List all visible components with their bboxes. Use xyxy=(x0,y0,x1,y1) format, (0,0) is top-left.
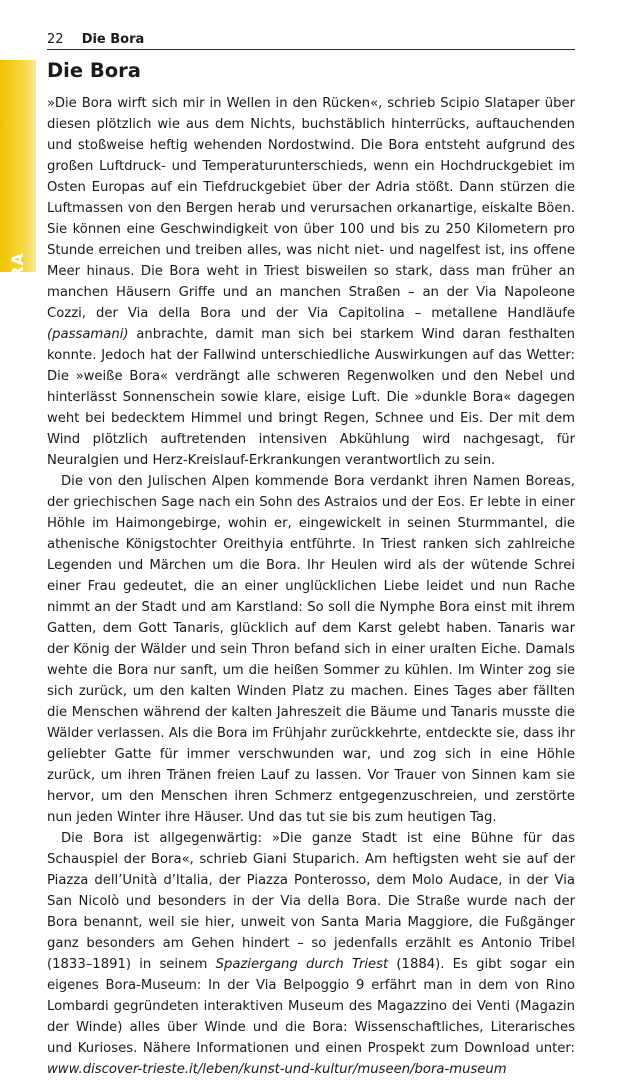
text-run: anbrachte, damit man sich bei starkem Wind daran festhalten konnte. Jedoch hat der Fallwind unterschiedliche Auswirkungen auf das Wetter: Die »weiße Bora« verdrängt alle schweren Regenwolken und den Nebel und hinterlässt Sonnenschein sowie klare, eisige Luft. Die »dunkle Bora« dagegen weht bei bedecktem Himmel und bringt Regen, Schnee und Eis. Der mit dem Wind plötzlich auftretenden intensiven Abkühlung wird nachgesagt, für Neuralgien und Herz-Kreislauf-Erkrankungen verantwortlich zu sein. xyxy=(47,327,575,468)
page-number: 22 xyxy=(47,32,64,47)
italic-book-title: Spaziergang durch Triest xyxy=(215,957,389,972)
paragraph-1 xyxy=(47,93,575,471)
extra-side-tab xyxy=(0,60,36,316)
text-run: (1884). Es gibt sogar ein eigenes Bora-Museum: In der Via Belpoggio 9 erfährt man in dem von Rino Lombardi gegründeten interaktiven Museum des Magazzino dei Venti (Magazin der Winde) alles über Winde und die Bora: Wissenschaftliches, Literarisches und Kurioses. Nähere Informationen und einen Prospekt zum Download unter: xyxy=(47,957,576,1056)
paragraph-3 xyxy=(47,828,575,1080)
page-title: Die Bora xyxy=(47,59,141,82)
italic-term-passamani: (passamani) xyxy=(47,327,129,342)
extra-tab-label: EXTRA xyxy=(8,252,27,316)
paragraph-2 xyxy=(47,471,575,828)
text-run: Die Bora ist allgegenwärtig: »Die ganze Stadt ist eine Bühne für das Schauspiel der Bora«, schrieb Giani Stuparich. Am heftigsten weht sie auf der Piazza dell’Unità d’Italia, der Piazza Ponterosso, dem Molo Audace, in der Via San Nicolò und besonders in der Via della Bora. Die Straße wurde nach der Bora benannt, weil sie hier, unweit von Santa Maria Maggiore, die Fußgänger ganz besonders am Gehen hindert – so jedenfalls erzählt es Antonio Tribel (1833–1891) in seinem xyxy=(47,831,575,972)
running-header xyxy=(47,31,575,50)
text-run: Die von den Julischen Alpen kommende Bora verdankt ihren Namen Boreas, der griechischen Sage nach ein Sohn des Astraios und der Eos. Er lebte in einer Höhle im Haimongebirge, wohin er, eingewickelt in seinen Sturmmantel, die athenische Königstochter Oreithyia entführte. In Triest ranken sich zahlreiche Legenden und Märchen um die Bora. Ihr Heulen wird als der wütende Schrei einer Frau gedeutet, die an einer unglücklichen Liebe leidet und nun Rache nimmt an der Stadt und am Karstland: So soll die Nymphe Bora einst mit ihrem Gatten, dem Gott Tanaris, glücklich auf dem Karst gelebt haben. Tanaris war der König der Wälder und sein Thron befand sich in einer uralten Eiche. Damals wehte die Bora nur sanft, um die heißen Sommer zu kühlen. Im Winter zog sie sich zurück, um den kalten Winden Platz zu machen. Eines Tages aber fällten die Menschen während der kalten Jahreszeit die Bäume und Tanaris musste die Wälder verlassen. Als die Bora im Frühjahr zurückkehrte, entdeckte sie, dass ihr geliebter Gatte für immer verschwunden war, und zog sich in eine Höhle zurück, um ihren Tränen freien Lauf zu lassen. Vor Trauer von Sinnen kam sie hervor, um den Menschen ihren Schmerz entgegenzuschreien, und zerstörte nun jeden Winter ihre Häuser. Und das tut sie bis zum heutigen Tag. xyxy=(47,474,575,825)
museum-url: www.discover-trieste.it/leben/kunst-und-kultur/museen/bora-museum xyxy=(47,1062,507,1077)
running-section-title: Die Bora xyxy=(81,32,145,47)
text-run: »Die Bora wirft sich mir in Wellen in den Rücken«, schrieb Scipio Slataper über diesen plötzlich wie aus dem Nichts, buchstäblich hinterrücks, auftauchenden und stoßweise heftig wehenden Nordostwind. Die Bora entsteht aufgrund des großen Luftdruck- und Temperaturunterschieds, wenn ein Hochdruckgebiet im Osten Europas auf ein Tiefdruckgebiet über der Adria stößt. Dann stürzen die Luftmassen von den Bergen herab und verursachen orkanartige, eiskalte Böen. Sie können eine Geschwindigkeit von über 100 und bis zu 250 Kilometern pro Stunde erreichen und treiben alles, was nicht niet- und nagelfest ist, ins offene Meer hinaus. Die Bora weht in Triest bisweilen so stark, dass man früher an manchen Häusern Griffe und an manchen Straßen – an der Via Napoleone Cozzi, der Via della Bora und der Via Capitolina – metallene Handläufe xyxy=(47,96,575,321)
article-body xyxy=(47,93,575,1080)
